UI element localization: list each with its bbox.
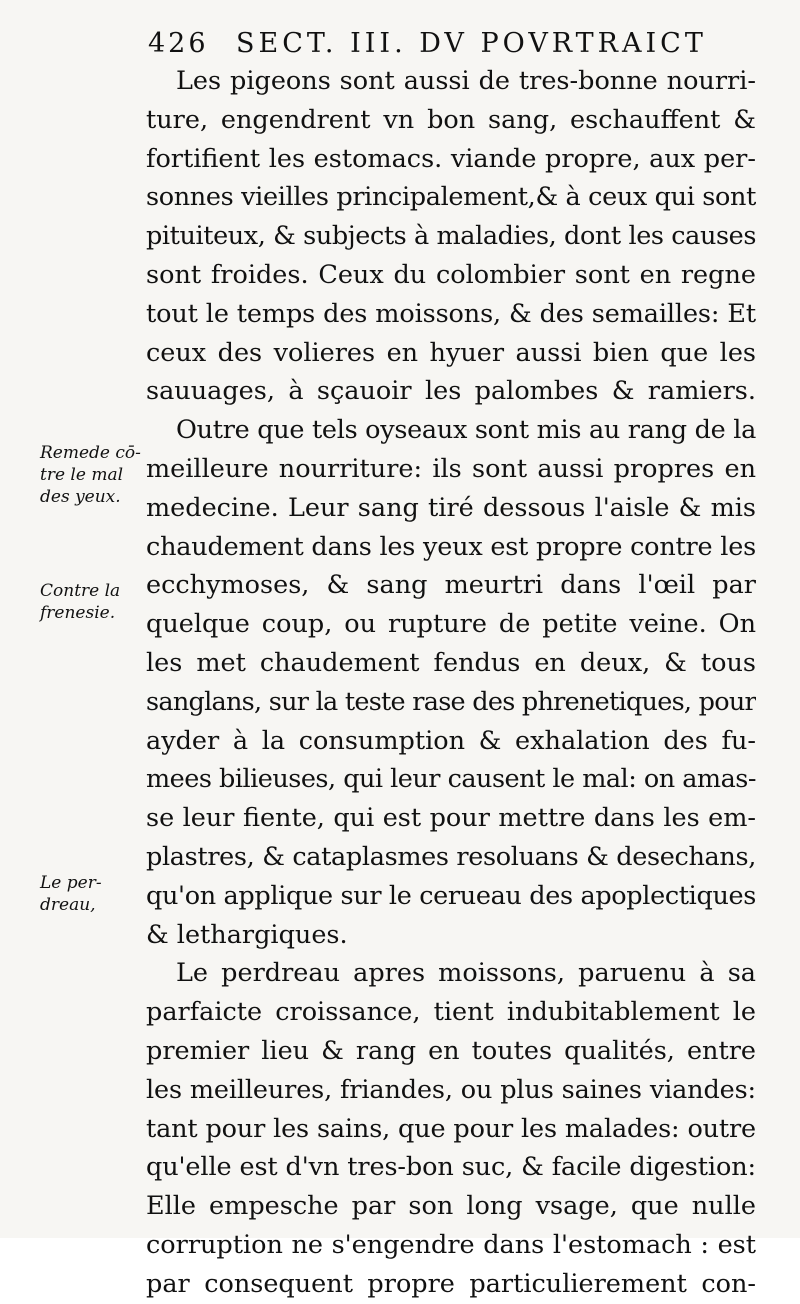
text-line: qu'on applique sur le cerueau des apoplectiques bbox=[146, 880, 756, 911]
margin-note-line: Remede cō- bbox=[40, 443, 141, 463]
text-line: Elle empesche par son long vsage, que nulle bbox=[146, 1191, 756, 1222]
text-line: ayder à la consumption & exhalation des fu- bbox=[146, 725, 756, 756]
text-line: premier lieu & rang en toutes qualités, entre bbox=[146, 1035, 756, 1066]
text-line: les meilleures, friandes, ou plus saines viandes: bbox=[146, 1074, 756, 1105]
text-line: tout le temps des moissons, & des semailles: Et bbox=[146, 298, 756, 329]
text-line: pituiteux, & subjects à maladies, dont les causes bbox=[146, 221, 756, 252]
text-line: parfaicte croissance, tient indubitablement le bbox=[146, 997, 756, 1028]
text-line: sont froides. Ceux du colombier sont en regne bbox=[146, 259, 756, 290]
page-number: 426 bbox=[148, 28, 209, 59]
text-line: corruption ne s'engendre dans l'estomach : est bbox=[146, 1229, 756, 1260]
text-line: sanglans, sur la teste rase des phrenetiques, pour bbox=[146, 686, 756, 717]
text-line: Outre que tels oyseaux sont mis au rang de la bbox=[176, 415, 756, 446]
text-line: quelque coup, ou rupture de petite veine. On bbox=[146, 609, 756, 640]
text-line: les met chaudement fendus en deux, & tous bbox=[146, 647, 756, 678]
text-line: Le perdreau apres moissons, paruenu à sa bbox=[176, 958, 756, 989]
body-text bbox=[146, 62, 756, 1304]
running-title: SECT. III. DV POVRTRAICT bbox=[236, 28, 707, 59]
text-line: sonnes vieilles principalement,& à ceux qui sont bbox=[146, 182, 756, 213]
margin-note-line: frenesie. bbox=[40, 603, 116, 623]
text-line: sauuages, à sçauoir les palombes & ramiers. bbox=[146, 376, 756, 407]
text-line: meilleure nourriture: ils sont aussi propres en bbox=[146, 453, 756, 484]
margin-note-remede bbox=[40, 442, 152, 508]
margin-note-perdreau bbox=[40, 872, 152, 916]
text-line: ecchymoses, & sang meurtri dans l'œil par bbox=[146, 570, 756, 601]
text-line: mees bilieuses, qui leur causent le mal: on amas- bbox=[146, 764, 756, 795]
margin-note-line: des yeux. bbox=[40, 487, 121, 507]
text-line: fortifient les estomacs. viande propre, aux per- bbox=[146, 143, 756, 174]
text-line: qu'elle est d'vn tres-bon suc, & facile digestion: bbox=[146, 1152, 756, 1183]
text-line: par consequent propre particulierement con- bbox=[146, 1268, 756, 1299]
margin-note-frenesie bbox=[40, 580, 152, 624]
margin-note-line: dreau, bbox=[40, 895, 96, 915]
margin-note-line: Le per- bbox=[40, 873, 102, 893]
text-line: & lethargiques. bbox=[146, 919, 348, 950]
page-header bbox=[148, 28, 788, 64]
text-line: se leur fiente, qui est pour mettre dans les em- bbox=[146, 803, 756, 834]
margin-note-line: Contre la bbox=[40, 581, 121, 601]
margin-note-line: tre le mal bbox=[40, 465, 124, 485]
text-line: chaudement dans les yeux est propre contre les bbox=[146, 531, 756, 562]
text-line: plastres, & cataplasmes resoluans & desechans, bbox=[146, 841, 756, 872]
text-line: ture, engendrent vn bon sang, eschauffent & bbox=[146, 104, 756, 135]
text-line: tant pour les sains, que pour les malades: outre bbox=[146, 1113, 756, 1144]
text-line: Les pigeons sont aussi de tres-bonne nourri- bbox=[176, 66, 756, 96]
text-line: medecine. Leur sang tiré dessous l'aisle & mis bbox=[146, 492, 756, 523]
text-line: ceux des volieres en hyuer aussi bien que les bbox=[146, 337, 756, 368]
